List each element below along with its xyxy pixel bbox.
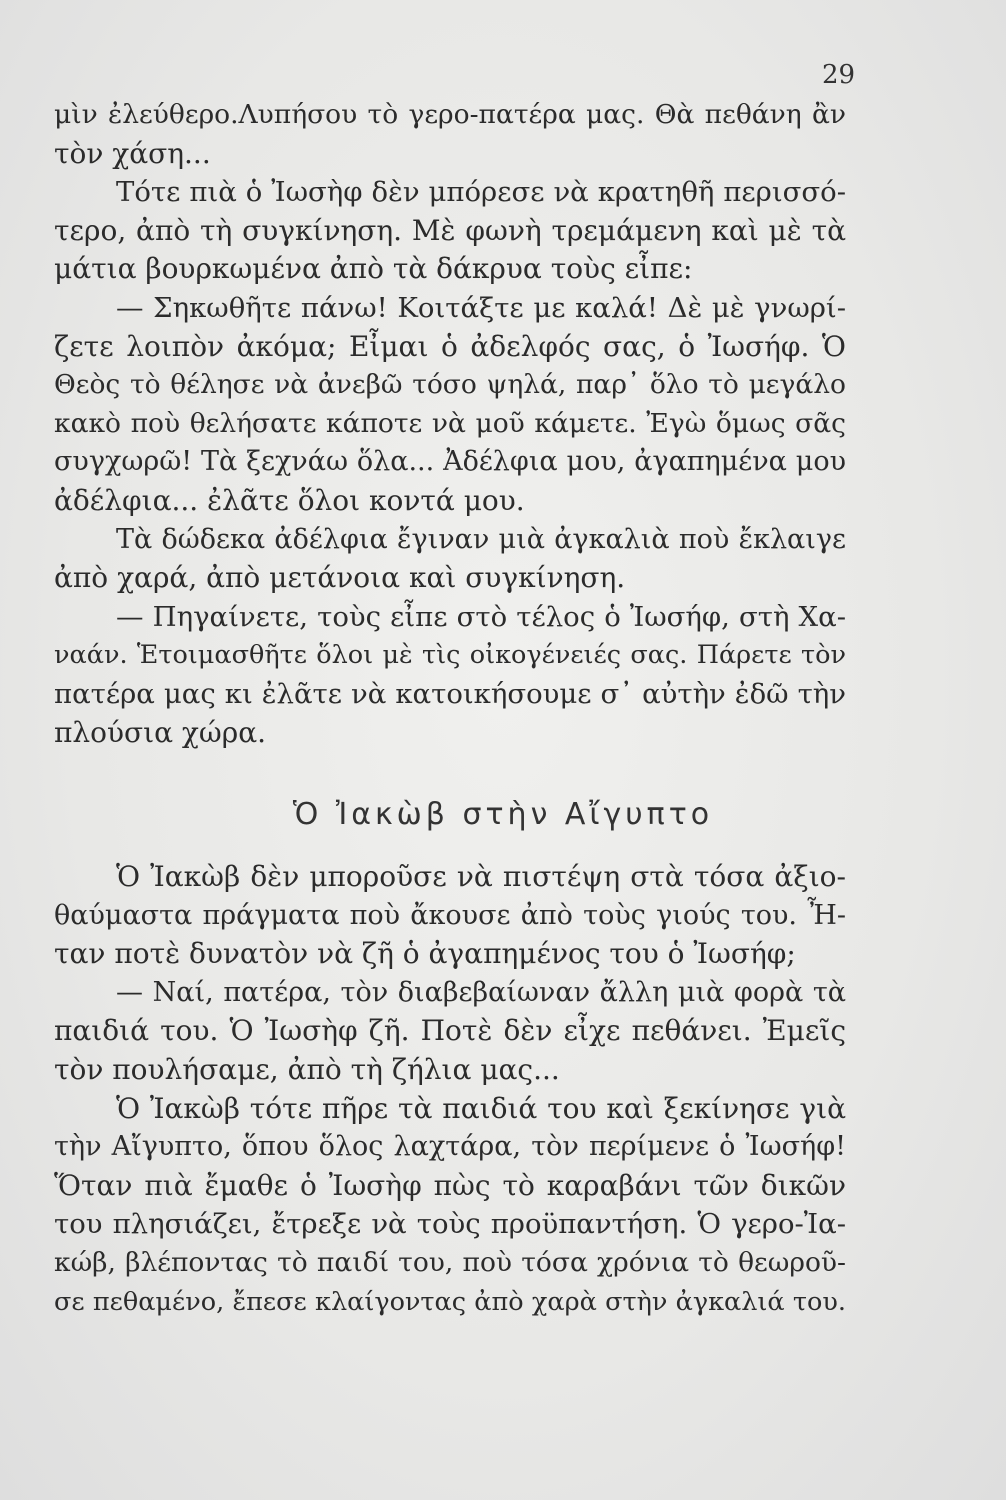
text-line: ναάν. Ἑτοιμασθῆτε ὅλοι μὲ τὶς οἰκογένειές σας. Πάρετε τὸν [54,640,846,671]
paragraph [54,974,846,1090]
paragraph [54,858,846,974]
text-line: — Σηκωθῆτε πάνω! Κοιτάξτε με καλά! Δὲ μὲ γνωρί- [116,291,846,324]
text-line: πλούσια χώρα. [54,715,266,749]
text-line: — Πηγαίνετε, τοὺς εἶπε στὸ τέλος ὁ Ἰωσήφ, στὴ Χα- [116,600,846,633]
text-line: σε πεθαμένο, ἔπεσε κλαίγοντας ἀπὸ χαρὰ στὴν ἀγκαλιά του. [54,1286,846,1317]
text-line: μὶν ἐλεύθερο.Λυπήσου τὸ γερο-πατέρα μας. Θὰ πεθάνη ἂν [54,99,846,130]
text-line: πατέρα μας κι ἐλᾶτε νὰ κατοικήσουμε σ᾽ αὐτὴν ἐδῶ τὴν [54,677,846,710]
text-line: τὸν πουλήσαμε, ἀπὸ τὴ ζήλια μας... [54,1052,560,1086]
text-line: μάτια βουρκωμένα ἀπὸ τὰ δάκρυα τοὺς εἶπε: [54,252,693,286]
text-line: ἀπὸ χαρά, ἀπὸ μετάνοια καὶ συγκίνηση. [54,561,626,595]
text-line: Ὁ Ἰακὼβ δὲν μποροῦσε νὰ πιστέψη στὰ τόσα ἀξιο- [116,860,846,893]
paragraph [54,96,846,173]
paragraph [54,1090,846,1322]
paragraph [54,289,846,521]
text-line: Τότε πιὰ ὁ Ἰωσὴφ δὲν μπόρεσε νὰ κρατηθῆ περισσό- [116,176,846,209]
text-line: θαύμαστα πράγματα ποὺ ἄκουσε ἀπὸ τοὺς γιούς του. Ἦ- [54,899,846,931]
paragraph [54,598,846,752]
page-number: 29 [822,60,856,90]
text-line: τερο, ἀπὸ τὴ συγκίνηση. Μὲ φωνὴ τρεμάμενη καὶ μὲ τὰ [54,213,846,247]
text-line: κώβ, βλέποντας τὸ παιδί του, ποὺ τόσα χρόνια τὸ θεωροῦ- [54,1246,846,1278]
text-line: ζετε λοιπὸν ἀκόμα; Εἶμαι ὁ ἀδελφός σας, ὁ Ἰωσήφ. Ὁ [54,329,846,363]
paragraph [54,173,846,289]
text-line: ἀδέλφια... ἐλᾶτε ὅλοι κοντά μου. [54,483,525,517]
text-line: Θεὸς τὸ θέλησε νὰ ἀνεβῶ τόσο ψηλά, παρ᾽ ὅλο τὸ μεγάλο [54,369,846,401]
text-line: παιδιά του. Ὁ Ἰωσὴφ ζῆ. Ποτὲ δὲν εἶχε πεθάνει. Ἐμεῖς [54,1014,846,1048]
text-line: του πλησιάζει, ἔτρεξε νὰ τοὺς προϋπαντήση. Ὁ γερο-Ἰα- [54,1208,846,1241]
text-line: τὸν χάση... [54,136,211,170]
text-line: — Ναί, πατέρα, τὸν διαβεβαίωναν ἄλλη μιὰ φορὰ τὰ [116,976,846,1008]
text-line: κακὸ ποὺ θελήσατε κάποτε νὰ μοῦ κάμετε. Ἐγὼ ὅμως σᾶς [54,407,846,439]
text-block-top [54,96,846,752]
text-line: Τὰ δώδεκα ἀδέλφια ἔγιναν μιὰ ἀγκαλιὰ ποὺ ἔκλαιγε [116,523,846,555]
text-block-bottom [54,858,846,1321]
text-line: συγχωρῶ! Τὰ ξεχνάω ὅλα... Ἀδέλφια μου, ἀγαπημένα μου [54,446,846,478]
text-line: τὴν Αἴγυπτο, ὅπου ὅλος λαχτάρα, τὸν περίμενε ὁ Ἰωσήφ! [54,1131,846,1163]
section-heading: Ὁ Ἰακὼβ στὴν Αἴγυπτο [292,797,714,832]
text-line: ταν ποτὲ δυνατὸν νὰ ζῆ ὁ ἀγαπημένος του ὁ Ἰωσήφ; [54,937,796,971]
text-line: Ὁ Ἰακὼβ τότε πῆρε τὰ παιδιά του καὶ ξεκίνησε γιὰ [116,1091,846,1125]
paragraph [54,521,846,598]
text-line: Ὅταν πιὰ ἔμαθε ὁ Ἰωσὴφ πὼς τὸ καραβάνι τῶν δικῶν [54,1168,846,1202]
